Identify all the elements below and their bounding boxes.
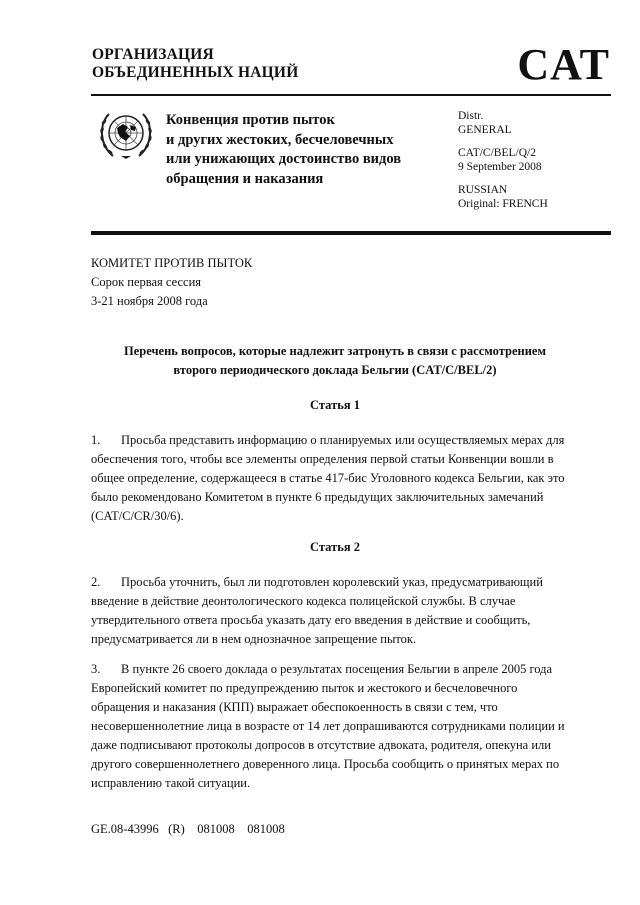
document-language: RUSSIAN [458,184,508,196]
committee-dates: 3-21 ноября 2008 года [91,294,208,308]
document-date: 9 September 2008 [458,160,542,173]
section-heading-article-2: Статья 2 [310,540,360,554]
paragraph-line: введение в действие деонтологического кодекса полицейской службы. В случае [91,594,516,608]
committee-session: Сорок первая сессия [91,275,202,289]
document-symbol-large: CAT [517,40,610,89]
paragraph-line: исправлению такой ситуации. [91,776,251,790]
job-number-footer: GE.08-43996 (R) 081008 081008 [91,822,285,836]
paragraph-line: предусматривается ли в нем однозначное запрещение пыток. [91,632,417,646]
paragraph-line: общее определение, содержащееся в статье 417-бис Уголовного кодекса Бельгии, как это [91,471,565,485]
original-language: Original: FRENCH [458,197,548,210]
organization-line: ОБЪЕДИНЕННЫХ НАЦИЙ [92,64,299,81]
paragraph-3 [91,660,565,793]
document-title-line: Перечень вопросов, которые надлежит затронуть в связи с рассмотрением [124,344,546,358]
paragraph-line: было рекомендовано Комитетом в пункте 6 предыдущих заключительных замечаний [91,490,544,504]
document-title-line: второго периодического доклада Бельгии (CAT/C/BEL/2) [173,363,497,377]
organization-line: ОРГАНИЗАЦИЯ [92,46,214,63]
header-divider-top [91,94,611,96]
paragraph-number: 1. [91,433,101,447]
paragraph-line: (CAT/C/CR/30/6). [91,509,184,523]
paragraph-line: Просьба представить информацию о планируемых или осуществляемых мерах для [121,433,565,447]
un-emblem-icon [95,106,157,164]
header-divider-bottom [91,231,611,235]
paragraph-line: несовершеннолетние лица в возрасте от 14 лет допрашиваются сотрудниками полиции и [91,719,565,733]
document-symbol: CAT/C/BEL/Q/2 [458,147,536,159]
convention-line: или унижающих достоинство видов [166,151,402,167]
paragraph-line: обеспечения того, чтобы все элементы определения первой статьи Конвенции вошли в [91,452,554,466]
committee-info [91,254,252,311]
paragraph-line: обращения и наказания (КПП) выражает обеспокоенность в связи с тем, что [91,700,498,714]
distribution-value: GENERAL [458,123,512,136]
paragraph-2 [91,573,543,649]
committee-name: КОМИТЕТ ПРОТИВ ПЫТОК [91,256,253,270]
convention-line: обращения и наказания [166,170,324,187]
organization-name [92,46,298,82]
paragraph-line: Европейский комитет по предупреждению пыток и жестокого и бесчеловечного [91,681,518,695]
paragraph-line: В пункте 26 своего доклада о результатах посещения Бельгии в апреле 2005 года [121,662,553,676]
paragraph-line: Просьба уточнить, был ли подготовлен королевский указ, предусматривающий [121,575,543,589]
convention-line: Конвенция против пыток [166,112,335,128]
distribution-label: Distr. [458,110,484,122]
distribution-block [458,110,548,221]
paragraph-line: утвердительного ответа просьба указать дату его введения в действие и сообщить, [91,613,531,627]
convention-title [166,111,401,189]
document-title [0,342,640,380]
paragraph-line: другого совершеннолетнего доверенного лица. Просьба сообщить о принятых мерах по [91,757,560,771]
section-heading-article-1: Статья 1 [310,398,360,412]
paragraph-number: 3. [91,662,101,676]
paragraph-line: даже подписывают протоколы допросов в отсутствие адвоката, родителя, опекуна или [91,738,551,752]
paragraph-1 [91,431,565,526]
convention-line: и других жестоких, бесчеловечных [166,131,394,148]
paragraph-number: 2. [91,575,101,589]
